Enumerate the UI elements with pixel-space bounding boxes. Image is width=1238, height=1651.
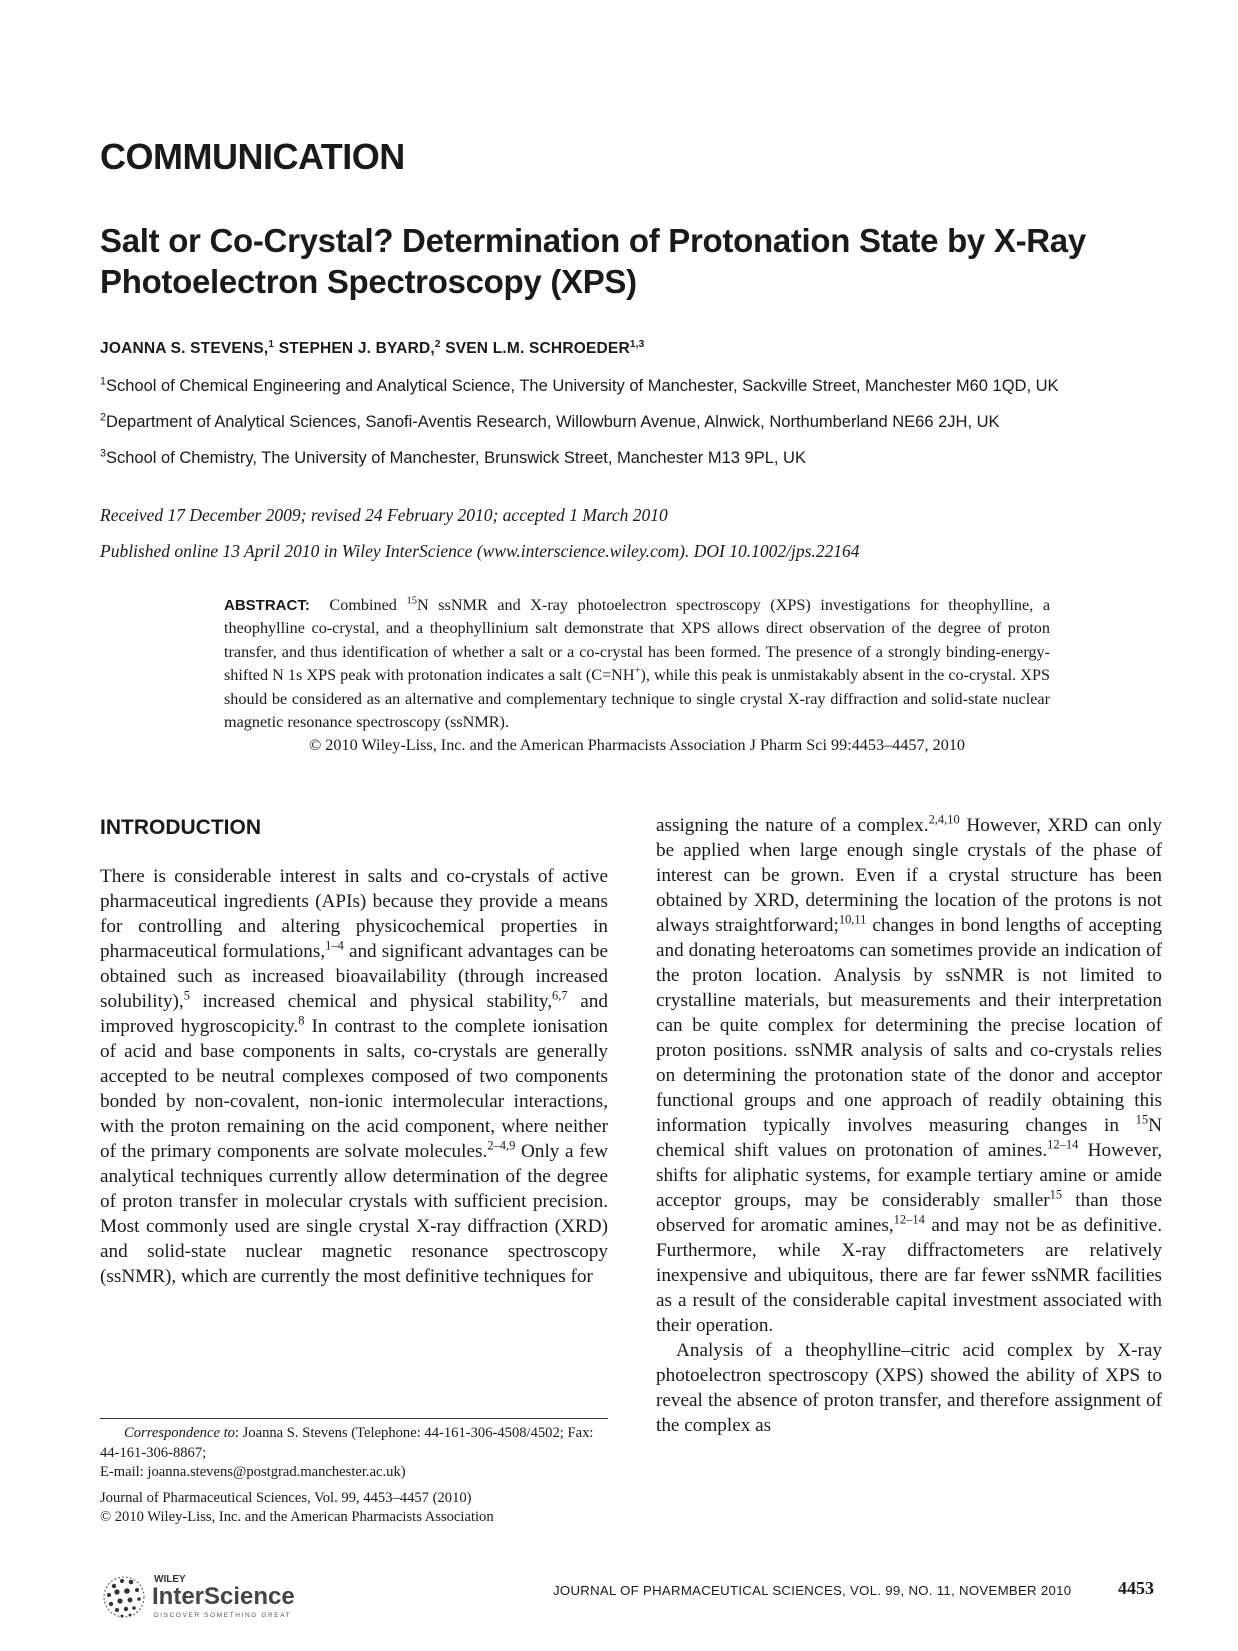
citation: 12–14 <box>893 1212 925 1227</box>
body-text: and may not be as definitive. Furthermore, while X-ray diffractometers are relatively inexpensive and ubiquitous, there are far fewer ssNMR facilities as a result of the considerable capital investment associated with their operation. <box>656 1215 1162 1336</box>
affiliation-text: Department of Analytical Sciences, Sanofi-Aventis Research, Willowburn Avenue, Alnwick, Northumberland NE66 2JH, UK <box>105 413 1000 431</box>
body-paragraph: Analysis of a theophylline–citric acid complex by X-ray photoelectron spectroscopy (XPS) showed the ability of XPS to reveal the absence of proton transfer, and therefore assignment of the complex as <box>656 1340 1162 1436</box>
affiliation-number: 3 <box>100 447 106 460</box>
author-name: SVEN L.M. SCHROEDER <box>445 340 630 357</box>
publisher-logo <box>100 1570 340 1626</box>
citation: 8 <box>298 1013 305 1028</box>
body-column-right <box>656 813 1162 1438</box>
affiliation-text: School of Chemical Engineering and Analytical Science, The University of Manchester, Sackville Street, Manchester M60 1QD, UK <box>105 377 1059 395</box>
body-paragraph <box>100 864 608 1289</box>
author-name: JOANNA S. STEVENS, <box>100 340 269 357</box>
citation: 12–14 <box>1047 1137 1079 1152</box>
affiliation-text: School of Chemistry, The University of Manchester, Brunswick Street, Manchester M13 9PL, UK <box>105 449 806 467</box>
correspondence-email: E-mail: joanna.stevens@postgrad.manchester.ac.uk) <box>100 1464 406 1480</box>
affiliation <box>100 449 1180 468</box>
footnote-copyright: © 2010 Wiley-Liss, Inc. and the American Pharmacists Association <box>100 1509 494 1525</box>
body-text: changes in bond lengths of accepting and donating heteroatoms can sometimes provide an indication of the proton location. Analysis by ssNMR is not limited to crystalline materials, but measurements and their interpretation can be quite complex for determining the precise location of proton positions. ssNMR analysis of salts and co-crystals relies on determining the protonation state of the donor and acceptor functional groups and one approach of readily obtaining this information typically involves measuring changes in <box>656 915 1162 1136</box>
body-text: Only a few analytical techniques currently allow determination of the degree of proton transfer in molecular crystals with sufficient precision. Most commonly used are single crystal X-ray diffraction (XRD) and solid-state nuclear magnetic resonance spectroscopy (ssNMR), which are currently the most definitive techniques for <box>100 1141 609 1287</box>
citation: 10,11 <box>838 912 867 927</box>
author-affiliation-mark: 1 <box>268 338 275 350</box>
correspondence-text: : Joanna S. Stevens (Telephone: 44-161-306-4508/4502; Fax: 44-161-306-8867; <box>100 1425 594 1461</box>
citation: 5 <box>183 988 190 1003</box>
author-affiliation-mark: 2 <box>434 338 441 350</box>
article-title: Salt or Co-Crystal? Determination of Protonation State by X-Ray Photoelectron Spectroscopy (XPS) <box>100 222 1086 300</box>
running-footer: JOURNAL OF PHARMACEUTICAL SCIENCES, VOL. 99, NO. 11, NOVEMBER 2010 <box>553 1583 1072 1598</box>
body-text: There is considerable interest in salts and co-crystals of active pharmaceutical ingredients (APIs) because they provide a means for controlling and altering physicochemical properties in pharmaceutical formulations, <box>100 866 608 962</box>
author-affiliation-mark: 1,3 <box>629 338 645 350</box>
abstract-label: ABSTRACT: <box>224 597 310 614</box>
abstract-text: N ssNMR and X-ray photoelectron spectroscopy (XPS) investigations for theophylline, a theophylline co-crystal, and a theophyllinium salt demonstrate that XPS allows direct observation of the degree of proton transfer, and thus identification of whether a salt or a co-crystal has been formed. The presence of a strongly binding-energy-shifted N 1s XPS peak with protonation indicates a salt (C=NH <box>224 596 1051 685</box>
body-paragraph <box>656 813 1162 1338</box>
body-column-left <box>100 864 608 1289</box>
correspondence-label: Correspondence to <box>124 1425 235 1441</box>
author-name: STEPHEN J. BYARD, <box>278 340 435 357</box>
received-dates: Received 17 December 2009; revised 24 February 2010; accepted 1 March 2010 <box>100 505 668 525</box>
author-list <box>100 340 644 358</box>
citation: 2,4,10 <box>928 812 960 827</box>
affiliation-number: 1 <box>100 375 106 388</box>
citation: 6,7 <box>552 988 568 1003</box>
superscript: + <box>634 665 641 677</box>
page-number: 4453 <box>1118 1578 1154 1598</box>
abstract-text: Combined <box>329 596 397 614</box>
affiliation <box>100 413 1180 432</box>
logo-tagline: DISCOVER SOMETHING GREAT <box>154 1612 292 1619</box>
affiliation <box>100 377 1180 396</box>
abstract-text: ), while this peak is unmistakably absent in the co-crystal. XPS should be considered as an alternative and complementary technique to single crystal X-ray diffraction and solid-state nuclear magnetic resonance spectroscopy (ssNMR). <box>224 666 1050 732</box>
body-text: N chemical shift values on protonation of amines. <box>656 1115 1162 1161</box>
correspondence-note <box>100 1424 610 1463</box>
body-text: assigning the nature of a complex. <box>656 815 929 836</box>
footnote <box>100 1424 610 1528</box>
wiley-interscience-globe-icon <box>100 1570 340 1626</box>
section-label: COMMUNICATION <box>100 136 405 177</box>
citation: 15 <box>1049 1187 1063 1202</box>
body-text: and significant advantages can be obtained such as increased bioavailability (through increased solubility), <box>100 941 608 1012</box>
abstract-copyright: © 2010 Wiley-Liss, Inc. and the American Pharmacists Association J Pharm Sci 99:4453–4457, 2010 <box>308 736 966 755</box>
affiliation-number: 2 <box>100 411 106 424</box>
body-text: increased chemical and physical stability, <box>189 991 553 1012</box>
abstract <box>224 594 1050 758</box>
logo-brand-top: WILEY <box>154 1574 186 1585</box>
superscript: 15 <box>406 595 417 607</box>
journal-citation: Journal of Pharmaceutical Sciences, Vol. 99, 4453–4457 (2010) <box>100 1489 472 1506</box>
logo-brand-main: InterScience <box>152 1583 295 1610</box>
superscript: 15 <box>1135 1112 1149 1127</box>
citation: 2–4,9 <box>487 1138 516 1153</box>
body-text: However, XRD can only be applied when large enough single crystals of the phase of interest can be grown. Even if a crystal structure has been obtained by XRD, determining the location of the protons is not always straightforward; <box>656 815 1162 936</box>
body-text: In contrast to the complete ionisation of acid and base components in salts, co-crystals are generally accepted to be neutral complexes composed of two components bonded by non-covalent, non-ionic intermolecular interactions, with the proton remaining on the acid component, where neither of the primary components are solvate molecules. <box>100 1016 608 1162</box>
body-text: and improved hygroscopicity. <box>100 991 608 1037</box>
publication-info: Published online 13 April 2010 in Wiley InterScience (www.interscience.wiley.com). DOI 10.1002/jps.22164 <box>100 541 860 561</box>
citation: 1–4 <box>325 938 344 953</box>
section-heading-introduction: INTRODUCTION <box>100 816 261 839</box>
body-text: However, shifts for aliphatic systems, for example tertiary amine or amide acceptor groups, may be considerably smaller <box>656 1140 1162 1211</box>
body-text: than those observed for aromatic amines, <box>656 1190 1162 1236</box>
footnote-divider <box>100 1418 608 1419</box>
